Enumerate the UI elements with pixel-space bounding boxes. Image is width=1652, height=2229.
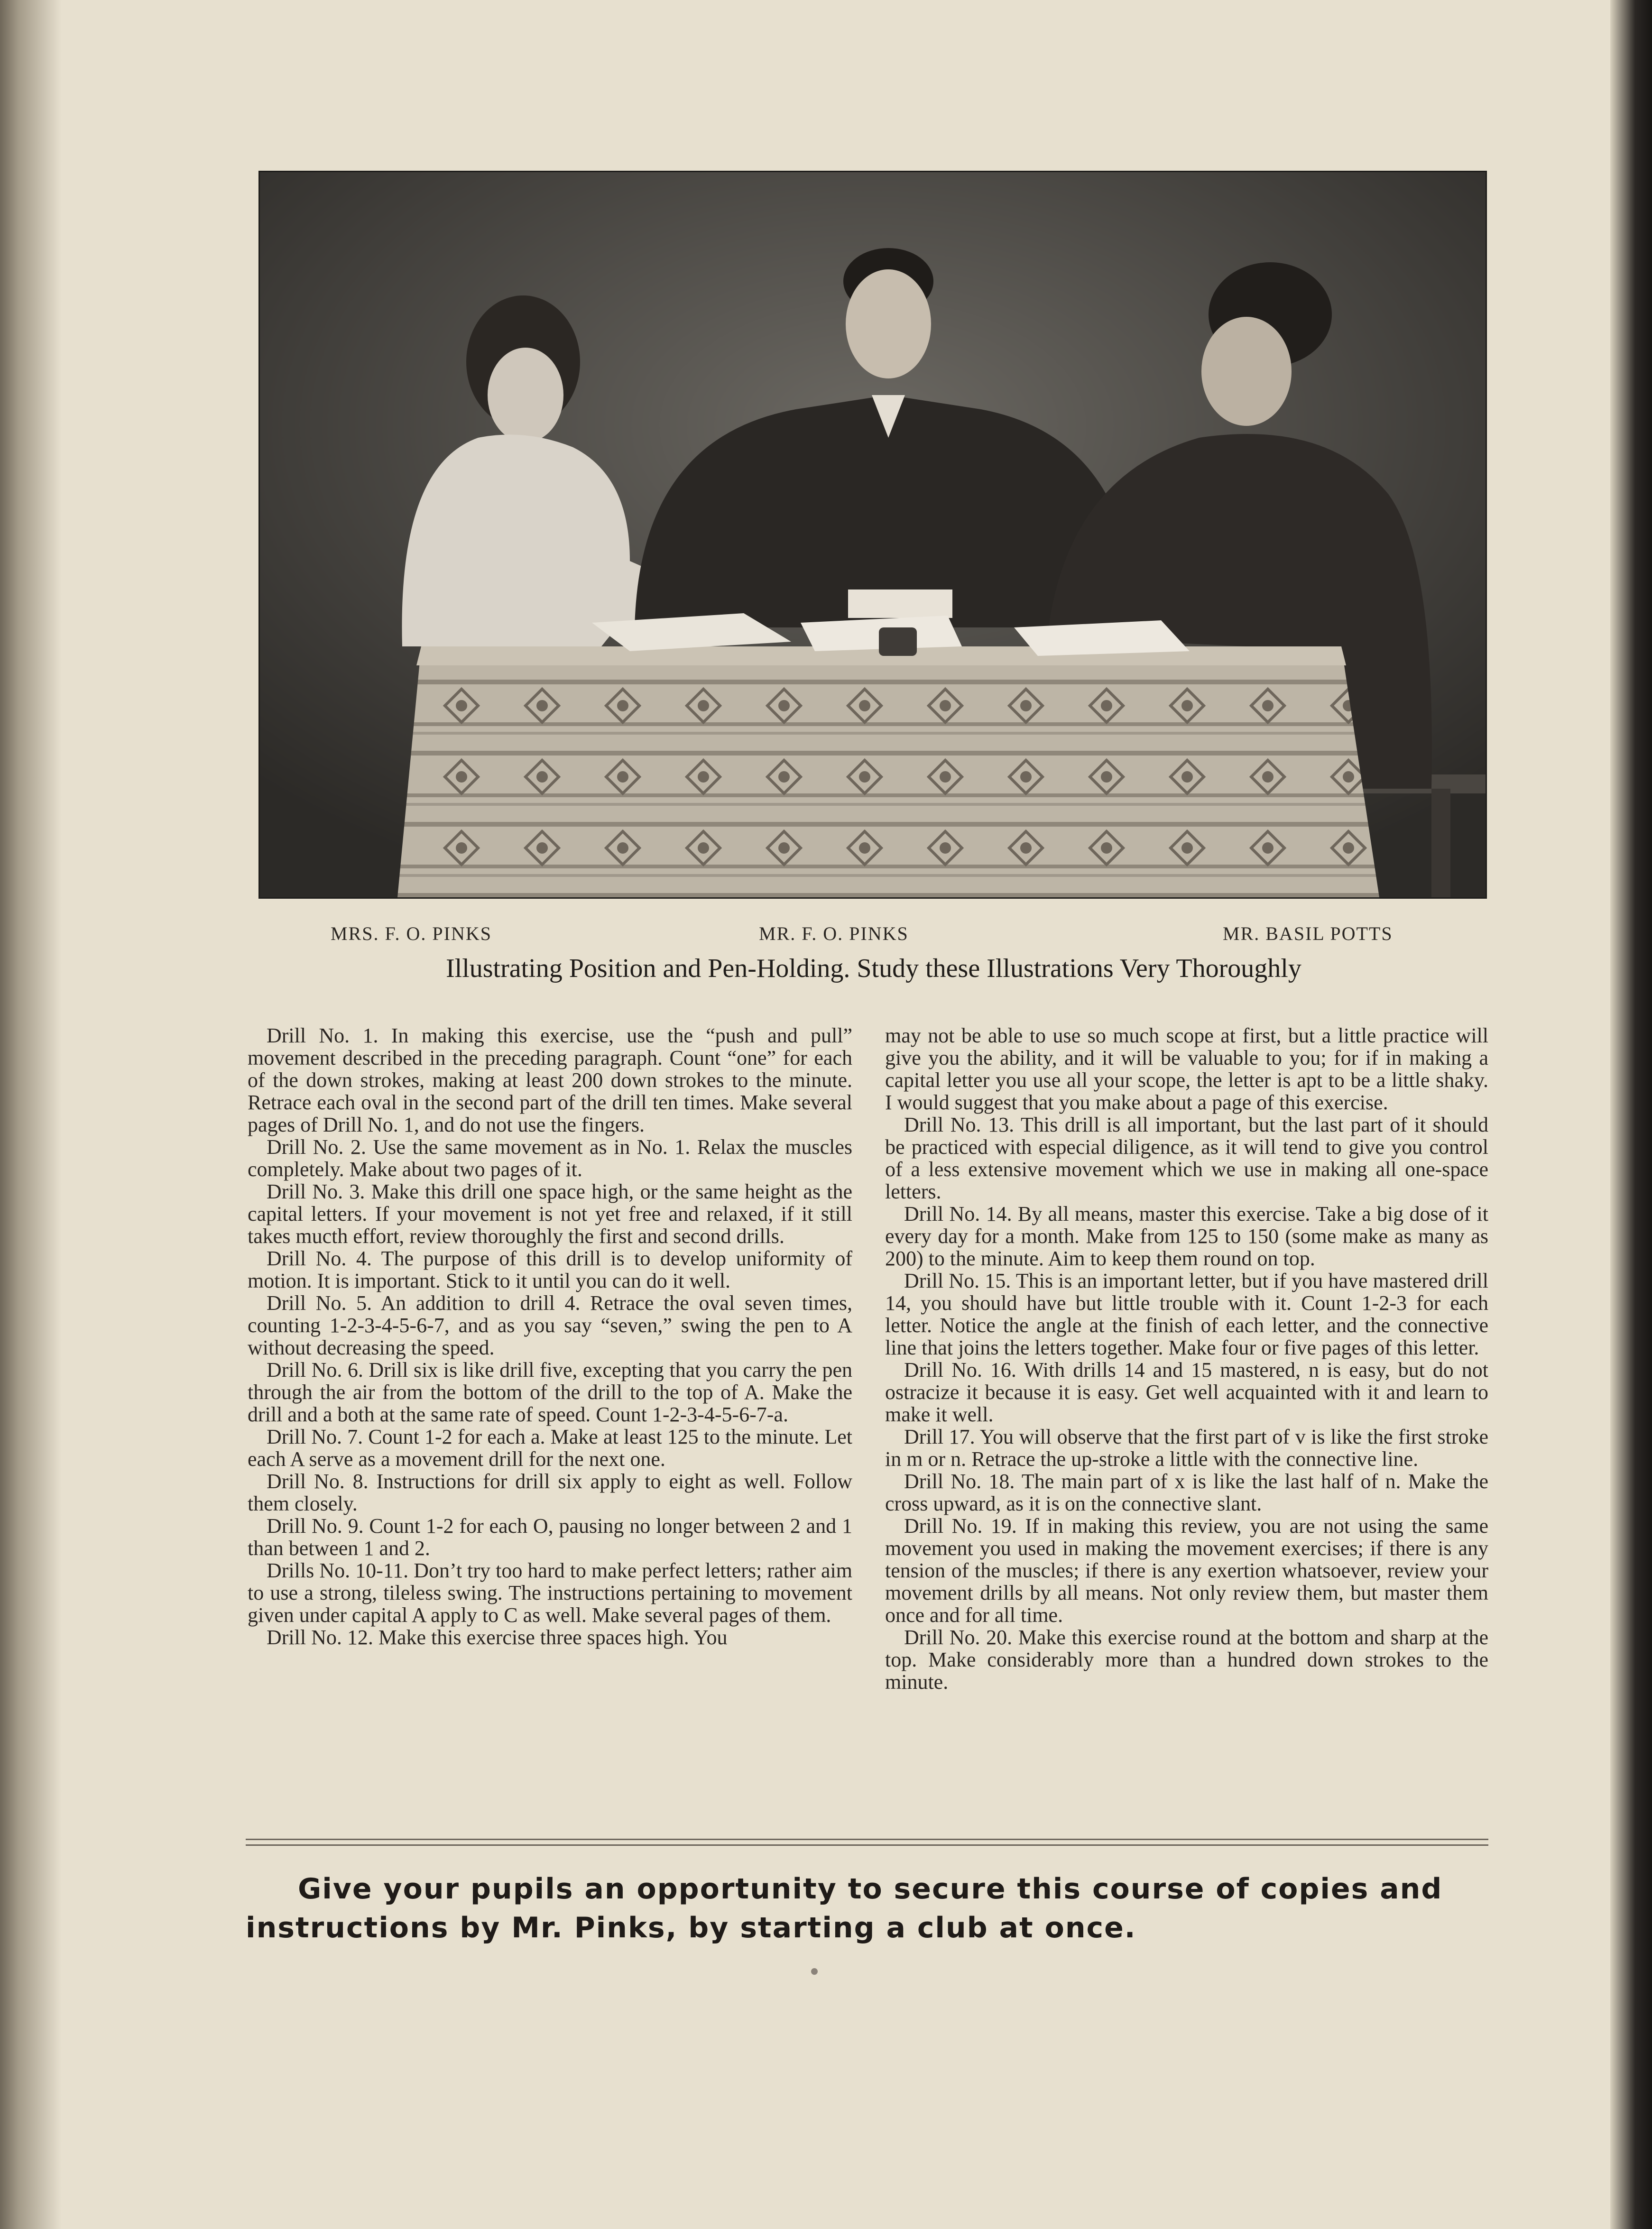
photo-illustration [260, 172, 1486, 897]
promo-line-1: Give your pupils an opportunity to secure this course of copies and [298, 1872, 1443, 1906]
paragraph: Drill No. 18. The main part of x is like the last half of n. Make the cross upward, as it is on the connective slant. [885, 1470, 1488, 1515]
divider-rule-top [246, 1839, 1488, 1840]
paragraph: Drill No. 20. Make this exercise round at the bottom and sharp at the top. Make considerably more than a hundred down strokes to the minute. [885, 1626, 1488, 1694]
paragraph: Drill No. 19. If in making this review, you are not using the same movement you used in making the movement exercises; if there is any tension of the muscles; if there is any exertion whatsoever, review your movement drills by all means. Not only review them, but master them once and for all time. [885, 1514, 1488, 1627]
paragraph: Drill No. 15. This is an important letter, but if you have mastered drill 14, you should have but little trouble with it. Count 1-2-3 for each letter. Notice the angle at the finish of each letter, and the connective line that joins the letters together. Make four or five pages of this letter. [885, 1269, 1488, 1359]
paragraph: Drill No. 9. Count 1-2 for each O, pausing no longer between 2 and 1 than between 1 and 2. [248, 1514, 852, 1560]
page-mark [811, 1968, 818, 1975]
paragraph: Drill No. 16. With drills 14 and 15 mastered, n is easy, but do not ostracize it because it is easy. Get well acquainted with it and learn to make it well. [885, 1358, 1488, 1426]
paragraph: Drill No. 14. By all means, master this exercise. Take a big dose of it every day for a month. Make from 125 to 150 (some make as many as 200) to the minute. Aim to keep them round on top. [885, 1202, 1488, 1270]
paragraph: Drill No. 1. In making this exercise, use the “push and pull” movement described in the preceding paragraph. Count “one” for each of the down strokes, making at least 200 down strokes to the minute. Retrace each oval in the second part of the drill ten times. Make several pages of Drill No. 1, and do not use the fingers. [248, 1024, 852, 1136]
binding-shadow [0, 0, 62, 2229]
page-edge-shadow [1610, 0, 1652, 2229]
paragraph: Drill No. 3. Make this drill one space high, or the same height as the capital letters. If your movement is not yet free and relaxed, if it still takes mucth effort, review thoroughly the first and second drills. [248, 1180, 852, 1248]
paragraph: Drill No. 12. Make this exercise three spaces high. You [267, 1626, 728, 1649]
paragraph: Drill 17. You will observe that the first part of v is like the first stroke in m or n. Retrace the up-stroke a little with the connective line. [885, 1425, 1488, 1471]
paragraph: Drills No. 10-11. Don’t try too hard to make perfect letters; rather aim to use a strong, tileless swing. The instructions pertaining to movement given under capital A apply to C as well. Make several pages of them. [248, 1559, 852, 1627]
right-text-column [885, 1024, 1488, 1693]
divider-rule-bottom [246, 1844, 1488, 1846]
photo-name-left: MRS. F. O. PINKS [331, 923, 492, 944]
photo-name-center: MR. F. O. PINKS [759, 923, 909, 944]
paragraph: Drill No. 13. This drill is all important, but the last part of it should be practiced with especial diligence, as it will tend to give you control of a less extensive movement which we use in making all one-space letters. [885, 1113, 1488, 1203]
left-text-column [248, 1024, 852, 1649]
paragraph: may not be able to use so much scope at first, but a little practice will give you the ability, and it will be valuable to you; for if in making a capital letter you use all your scope, the letter is apt to be a little shaky. I would suggest that you make about a page of this exercise. [885, 1024, 1488, 1114]
promo-line-2: instructions by Mr. Pinks, by starting a club at once. [246, 1911, 1136, 1944]
photograph [258, 171, 1487, 899]
paragraph: Drill No. 5. An addition to drill 4. Retrace the oval seven times, counting 1-2-3-4-5-6-7, and as you say “seven,” swing the pen to A without decreasing the speed. [248, 1291, 852, 1359]
paragraph: Drill No. 8. Instructions for drill six apply to eight as well. Follow them closely. [248, 1470, 852, 1515]
photo-name-right: MR. BASIL POTTS [1223, 923, 1393, 944]
photo-caption: Illustrating Position and Pen-Holding. Study these Illustrations Very Thoroughly [446, 954, 1301, 983]
paragraph: Drill No. 2. Use the same movement as in No. 1. Relax the muscles completely. Make about two pages of it. [248, 1135, 852, 1181]
paragraph: Drill No. 7. Count 1-2 for each a. Make at least 125 to the minute. Let each A serve as a movement drill for the next one. [248, 1425, 852, 1471]
paragraph: Drill No. 6. Drill six is like drill five, excepting that you carry the pen through the air from the bottom of the drill to the top of A. Make the drill and a both at the same rate of speed. Count 1-2-3-4-5-6-7-a. [248, 1358, 852, 1426]
paragraph: Drill No. 4. The purpose of this drill is to develop uniformity of motion. It is important. Stick to it until you can do it well. [248, 1247, 852, 1292]
